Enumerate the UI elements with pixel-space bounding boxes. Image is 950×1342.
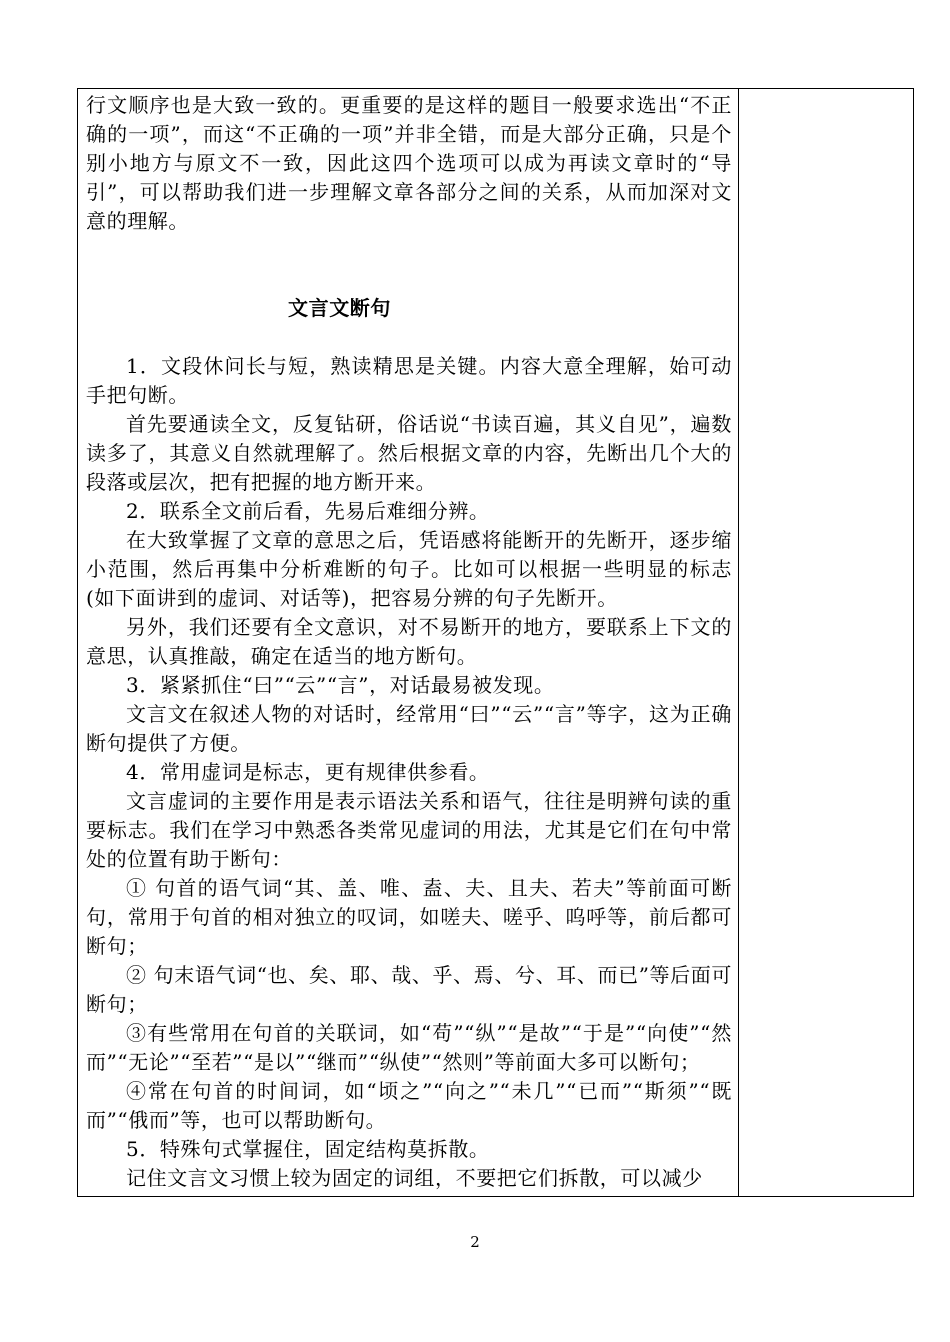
paragraph-point-2-body-extra: 另外，我们还要有全文意识，对不易断开的地方，要联系上下文的意思，认真推敲，确定在适当的地方断句。 — [86, 615, 732, 668]
paragraph-point-5-heading: 5．特殊句式掌握住，固定结构莫拆散。 — [126, 1137, 490, 1161]
paragraph-point-5-body: 记住文言文习惯上较为固定的词组，不要把它们拆散，可以减少 — [126, 1166, 703, 1190]
paragraph-point-3-body: 文言文在叙述人物的对话时，经常用“曰”“云”“言”等字，这为正确断句提供了方便。 — [86, 702, 732, 755]
section-title: 文言文断句 — [288, 296, 391, 320]
list-item-4: ④常在句首的时间词，如“顷之”“向之”“未几”“已而”“斯须”“既而”“俄而”等，也可以帮助断句。 — [86, 1079, 732, 1132]
paragraph-point-3-heading: 3．紧紧抓住“曰”“云”“言”，对话最易被发现。 — [126, 673, 555, 697]
paragraph-point-1-body: 首先要通读全文，反复钻研，俗话说“书读百遍，其义自见”，遍数读多了，其意义自然就理解了。然后根据文章的内容，先断出几个大的段落或层次，把有把握的地方断开来。 — [86, 412, 732, 494]
paragraph-point-2-heading: 2．联系全文前后看，先易后难细分辨。 — [126, 499, 490, 523]
intro-paragraph: 行文顺序也是大致一致的。更重要的是这样的题目一般要求选出“不正确的一项”，而这“不正确的一项”并非全错，而是大部分正确，只是个别小地方与原文不一致，因此这四个选项可以成为再读文章时的“导引”，可以帮助我们进一步理解文章各部分之间的关系，从而加深对文意的理解。 — [86, 93, 732, 233]
list-item-3: ③有些常用在句首的关联词，如“苟”“纵”“是故”“于是”“向使”“然而”“无论”“至若”“是以”“继而”“纵使”“然则”等前面大多可以断句； — [86, 1021, 732, 1074]
main-text-cell — [86, 91, 732, 1193]
column-divider — [738, 89, 739, 1196]
page-number: 2 — [470, 1233, 480, 1251]
paragraph-point-2-body: 在大致掌握了文章的意思之后，凭语感将能断开的先断开，逐步缩小范围，然后再集中分析难断的句子。比如可以根据一些明显的标志(如下面讲到的虚词、对话等)，把容易分辨的句子先断开。 — [86, 528, 732, 610]
paragraph-point-4-heading: 4．常用虚词是标志，更有规律供参看。 — [126, 760, 490, 784]
side-notes-cell — [740, 89, 912, 1196]
paragraph-point-4-body: 文言虚词的主要作用是表示语法关系和语气，往往是明辨句读的重要标志。我们在学习中熟悉各类常见虚词的用法，尤其是它们在句中常处的位置有助于断句： — [86, 789, 732, 871]
spacer — [86, 323, 732, 352]
list-item-1: ① 句首的语气词“其、盖、唯、盍、夫、且夫、若夫”等前面可断句，常用于句首的相对独立的叹词，如嗟夫、嗟乎、呜呼等，前后都可断句； — [86, 876, 732, 958]
list-item-2: ② 句末语气词“也、矣、耶、哉、乎、焉、兮、耳、而已”等后面可断句； — [86, 963, 732, 1016]
content-table — [77, 88, 914, 1197]
spacer — [86, 236, 732, 294]
paragraph-point-1-heading: 1．文段休问长与短，熟读精思是关键。内容大意全理解，始可动手把句断。 — [86, 354, 732, 407]
